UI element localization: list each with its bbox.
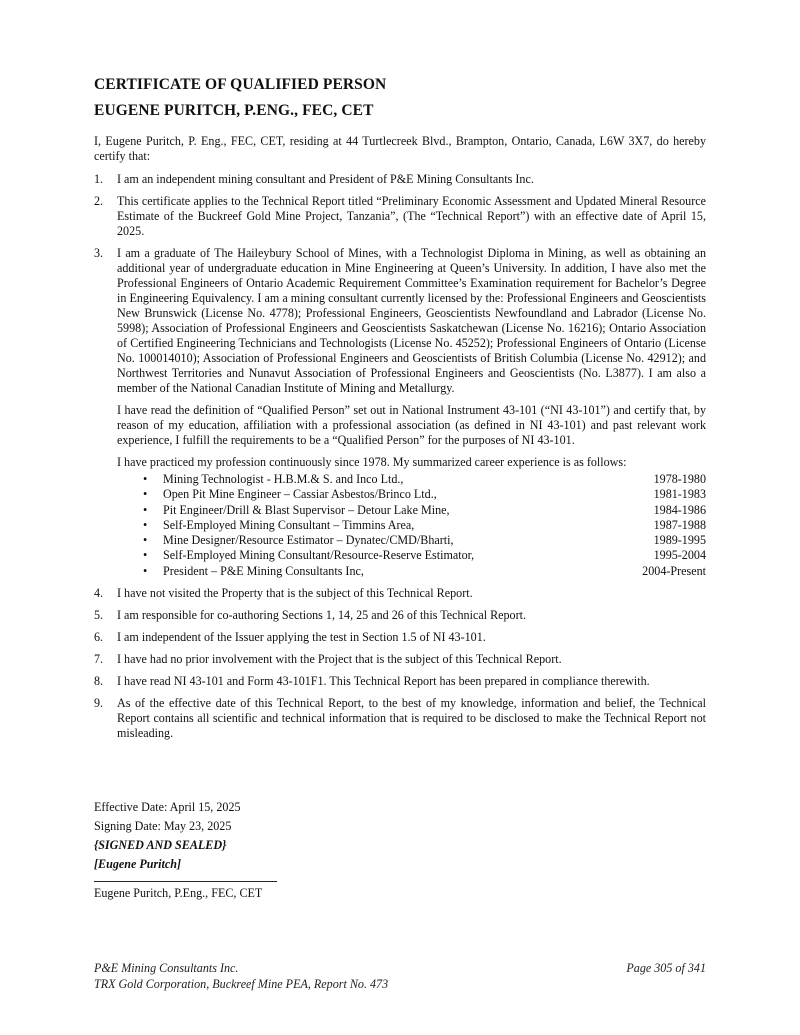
career-role: Self-Employed Mining Consultant – Timmins Area, bbox=[163, 517, 415, 532]
signed-and-sealed: {SIGNED AND SEALED} bbox=[94, 838, 227, 852]
career-years: 2004-Present bbox=[642, 563, 706, 578]
list-item bbox=[94, 172, 706, 187]
career-years: 1984-1986 bbox=[653, 502, 706, 517]
career-years: 1995-2004 bbox=[653, 548, 706, 563]
page-number: Page 305 of 341 bbox=[626, 961, 706, 975]
bullet-icon: • bbox=[143, 548, 148, 563]
career-role: Self-Employed Mining Consultant/Resource-Reserve Estimator, bbox=[163, 548, 475, 563]
item-text: As of the effective date of this Technical Report, to the best of my knowledge, information and belief, the Technical Report contains all scientific and technical information that is required to be disclosed to make the Technical Report not misleading. bbox=[117, 696, 706, 741]
certification-list bbox=[94, 172, 706, 748]
item-text: I have not visited the Property that is the subject of this Technical Report. bbox=[117, 586, 473, 601]
career-row bbox=[117, 564, 706, 579]
item-text: I have read NI 43-101 and Form 43-101F1. This Technical Report has been prepared in compliance therewith. bbox=[117, 674, 650, 689]
list-item bbox=[94, 246, 706, 579]
career-row bbox=[117, 503, 706, 518]
footer-report: TRX Gold Corporation, Buckreef Mine PEA, Report No. 473 bbox=[94, 977, 389, 991]
footer-company: P&E Mining Consultants Inc. bbox=[94, 961, 239, 975]
list-item bbox=[94, 630, 706, 645]
item-number: 2. bbox=[94, 194, 104, 208]
bullet-icon: • bbox=[143, 487, 148, 502]
bullet-icon: • bbox=[143, 502, 148, 517]
career-row bbox=[117, 548, 706, 563]
effective-date: Effective Date: April 15, 2025 bbox=[94, 800, 241, 814]
career-role: Mine Designer/Resource Estimator – Dynatec/CMD/Bharti, bbox=[163, 533, 454, 548]
item-number: 6. bbox=[94, 630, 104, 645]
item-number: 5. bbox=[94, 608, 104, 623]
signer-bracket: [Eugene Puritch] bbox=[94, 857, 182, 871]
item-number: 7. bbox=[94, 652, 104, 667]
item-text: I have had no prior involvement with the Project that is the subject of this Technical Report. bbox=[117, 652, 562, 667]
career-intro: I have practiced my profession continuously since 1978. My summarized career experience is as follows: bbox=[117, 455, 627, 469]
list-item bbox=[94, 194, 706, 239]
bullet-icon: • bbox=[143, 472, 148, 486]
qualified-person-definition: I have read the definition of “Qualified Person” set out in National Instrument 43-101 (“NI 43-101”) and certify that, by reason of my education, affiliation with a professional association (as defined in NI 43-101) and past relevant work experience, I fulfill the requirements to be a “Qualified Person” for the purposes of NI 43-101. bbox=[117, 403, 706, 447]
career-row bbox=[117, 533, 706, 548]
bullet-icon: • bbox=[143, 533, 148, 548]
bullet-icon: • bbox=[143, 517, 148, 532]
signature-line bbox=[94, 881, 277, 882]
item-number: 8. bbox=[94, 674, 104, 689]
item-number: 4. bbox=[94, 586, 104, 601]
career-role: Open Pit Mine Engineer – Cassiar Asbestos/Brinco Ltd., bbox=[163, 487, 437, 502]
item-text: I am a graduate of The Haileybury School of Mines, with a Technologist Diploma in Mining, as well as obtaining an additional year of undergraduate education in Mine Engineering at Queen’s University. In addition, I have also met the Professional Engineers of Ontario Academic Requirement Committee’s Examination requirement for Bachelor’s Degree in Engineering Equivalency. I am a mining consultant currently licensed by the: Professional Engineers and Geoscientists New Brunswick (License No. 4778); Professional Engineers, Geoscientists Newfoundland and Labrador (License No. 5998); Association of Professional Engineers and Geoscientists Saskatchewan (License No. 16216); Ontario Association of Certified Engineering Technicians and Technologists (License No. 45252); Professional Engineers of Ontario (License No. 100014010); Association of Professional Engineers and Geoscientists of British Columbia (License No. 42912); and Northwest Territories and Nunavut Association of Professional Engineers and Geoscientists (No. L3877). I am also a member of the National Canadian Institute of Mining and Metallurgy. bbox=[117, 246, 706, 395]
qualified-person-name: EUGENE PURITCH, P.ENG., FEC, CET bbox=[94, 102, 374, 119]
signing-date: Signing Date: May 23, 2025 bbox=[94, 819, 232, 833]
career-row bbox=[117, 518, 706, 533]
bullet-icon: • bbox=[143, 563, 148, 578]
item-number: 1. bbox=[94, 172, 104, 186]
career-list bbox=[117, 472, 706, 579]
career-row bbox=[117, 487, 706, 502]
page-footer bbox=[94, 960, 706, 992]
career-role: Pit Engineer/Drill & Blast Supervisor – Detour Lake Mine, bbox=[163, 502, 450, 517]
list-item bbox=[94, 586, 706, 601]
signoff-block bbox=[94, 798, 241, 874]
item-text: I am an independent mining consultant and President of P&E Mining Consultants Inc. bbox=[117, 172, 534, 186]
list-item bbox=[94, 696, 706, 741]
intro-paragraph: I, Eugene Puritch, P. Eng., FEC, CET, residing at 44 Turtlecreek Blvd., Brampton, Ontario, Canada, L6W 3X7, do hereby certify that: bbox=[94, 134, 706, 163]
certificate-title: CERTIFICATE OF QUALIFIED PERSON bbox=[94, 76, 387, 93]
career-years: 1978-1980 bbox=[653, 472, 706, 486]
career-years: 1981-1983 bbox=[653, 487, 706, 502]
item-text: This certificate applies to the Technical Report titled “Preliminary Economic Assessment and Updated Mineral Resource Estimate of the Buckreef Gold Mine Project, Tanzania”, (The “Technical Report”) with an effective date of April 15, 2025. bbox=[117, 194, 706, 238]
career-years: 1987-1988 bbox=[653, 517, 706, 532]
list-item bbox=[94, 652, 706, 667]
item-number: 9. bbox=[94, 696, 104, 711]
career-role: President – P&E Mining Consultants Inc, bbox=[163, 563, 364, 578]
list-item bbox=[94, 674, 706, 689]
career-role: Mining Technologist - H.B.M.& S. and Inco Ltd., bbox=[163, 472, 404, 486]
career-years: 1989-1995 bbox=[653, 533, 706, 548]
item-text: I am responsible for co-authoring Sections 1, 14, 25 and 26 of this Technical Report. bbox=[117, 608, 527, 623]
item-number: 3. bbox=[94, 246, 104, 260]
list-item bbox=[94, 608, 706, 623]
item-text: I am independent of the Issuer applying the test in Section 1.5 of NI 43-101. bbox=[117, 630, 486, 645]
signature-name: Eugene Puritch, P.Eng., FEC, CET bbox=[94, 886, 263, 900]
career-row bbox=[117, 472, 706, 487]
